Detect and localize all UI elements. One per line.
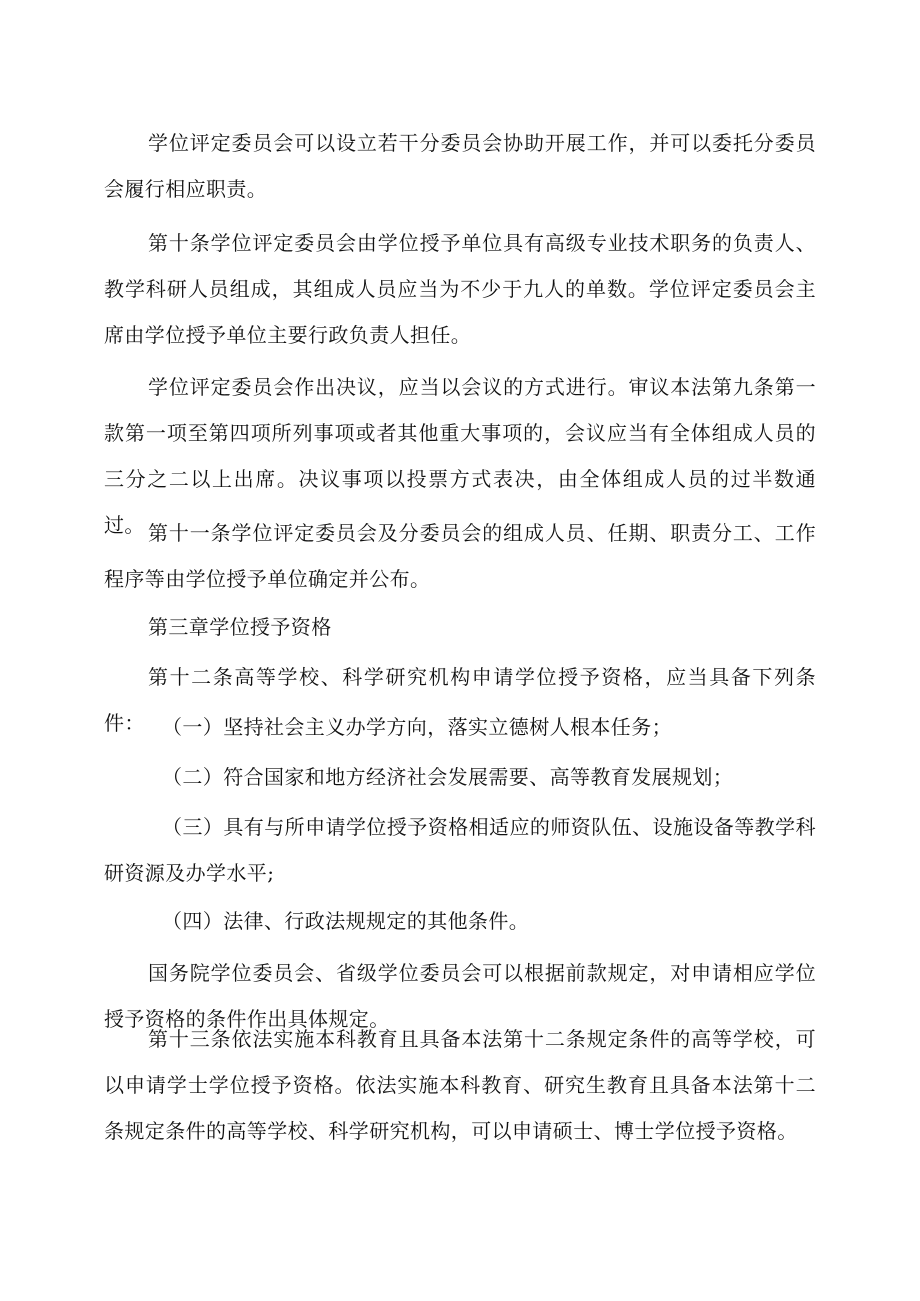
chapter-heading: 第三章学位授予资格 [148,615,332,639]
paragraph-article-12: 第十二条高等学校、科学研究机构申请学位授予资格，应当具备下列条件： [104,665,816,735]
paragraph-article-10: 第十条学位评定委员会由学位授予单位具有高级专业技术职务的负责人、教学科研人员组成，其组成人员应当为不少于九人的单数。学位评定委员会主席由学位授予单位主要行政负责人担任。 [104,231,816,347]
paragraph-subcommittee: 学位评定委员会可以设立若干分委员会协助开展工作，并可以委托分委员会履行相应职责。 [104,131,816,201]
list-item-2: （二）符合国家和地方经济社会发展需要、高等教育发展规划； [162,765,734,789]
list-item-4: （四）法律、行政法规规定的其他条件。 [162,909,530,933]
paragraph-state-council: 国务院学位委员会、省级学位委员会可以根据前款规定，对申请相应学位授予资格的条件作出具体规定。 [104,961,816,1031]
paragraph-article-13: 第十三条依法实施本科教育且具备本法第十二条规定条件的高等学校，可以申请学士学位授予资格。依法实施本科教育、研究生教育且具备本法第十二条规定条件的高等学校、科学研究机构，可以申请硕士、博士学位授予资格。 [104,1027,816,1143]
paragraph-resolution: 学位评定委员会作出决议，应当以会议的方式进行。审议本法第九条第一款第一项至第四项所列事项或者其他重大事项的，会议应当有全体组成人员的三分之二以上出席。决议事项以投票方式表决，由全体组成人员的过半数通过。 [104,375,816,537]
list-item-1: （一）坚持社会主义办学方向，落实立德树人根本任务； [162,715,672,739]
paragraph-article-11: 第十一条学位评定委员会及分委员会的组成人员、任期、职责分工、工作程序等由学位授予单位确定并公布。 [104,521,816,591]
list-item-3: （三）具有与所申请学位授予资格相适应的师资队伍、设施设备等教学科研资源及办学水平; [104,815,816,885]
